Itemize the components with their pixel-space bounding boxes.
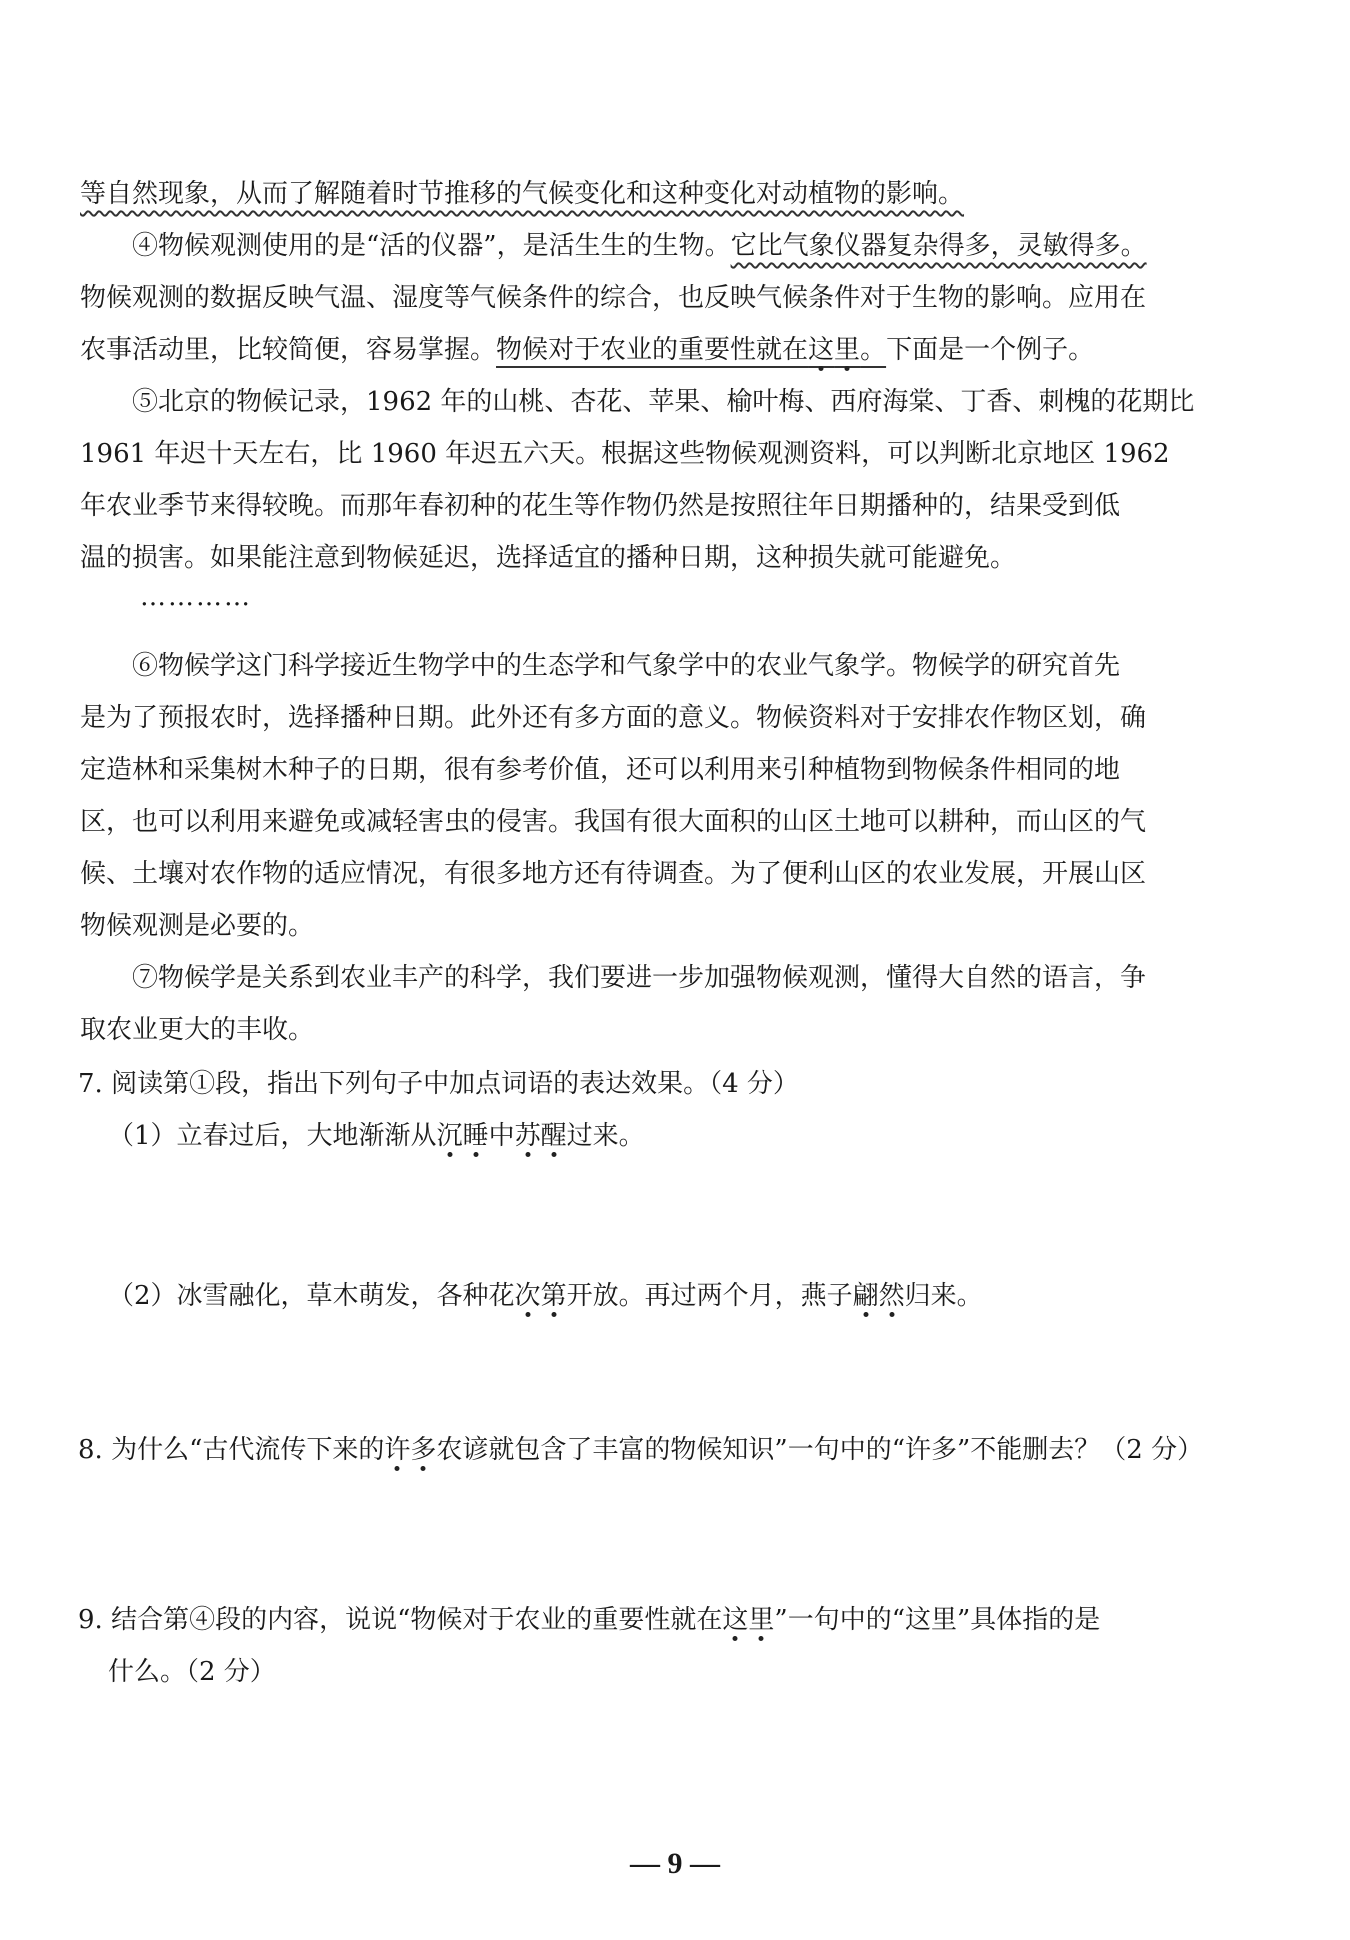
question-7-sentence-2: （2）冰雪融化，草木萌发，各种花次第开放。再过两个月，燕子翩然归来。 [108, 1281, 983, 1311]
paragraph-5-line-2: 1961 年迟十天左右，比 1960 年迟五六天。根据这些物候观测资料，可以判断北京地区 1962 [80, 439, 1170, 469]
paragraph-5-line-4: 温的损害。如果能注意到物候延迟，选择适宜的播种日期，这种损失就可能避免。 [80, 543, 1017, 573]
emphasis-dot-char: 苏 [514, 1121, 541, 1151]
paragraph-4-line-1 [80, 220, 1270, 272]
emphasis-dot-char: 第 [540, 1281, 567, 1311]
paragraph-6-line-3: 定造林和采集树木种子的日期，很有参考价值，还可以利用来引种植物到物候条件相同的地 [80, 755, 1121, 785]
emphasis-dot-char: 次 [514, 1281, 541, 1311]
p4-text-a: ④物候观测使用的是“活的仪器”，是活生生的生物。 [132, 231, 731, 261]
paragraph-7-line-1: ⑦物候学是关系到农业丰产的科学，我们要进一步加强物候观测，懂得大自然的语言，争 [132, 963, 1147, 993]
wavy-underlined-text: 等自然现象，从而了解随着时节推移的气候变化和这种变化对动植物的影响。 [80, 179, 965, 209]
emphasis-dot-char: 多 [410, 1435, 437, 1465]
paragraph-6-line-6: 物候观测是必要的。 [80, 911, 315, 941]
emphasis-dot-char: 沉 [436, 1121, 463, 1151]
emphasis-dot-char: 这 [808, 335, 835, 365]
question-9-line-2: 什么。（2 分） [108, 1657, 276, 1687]
p4-text-c: 物候观测的数据反映气温、湿度等气候条件的综合，也反映气候条件对于生物的影响。应用在 [80, 283, 1147, 313]
emphasis-dot-char: 醒 [540, 1121, 567, 1151]
paragraph-6-line-2: 是为了预报农时，选择播种日期。此外还有多方面的意义。物候资料对于安排农作物区划，确 [80, 703, 1147, 733]
question-8: 8. 为什么“古代流传下来的许多农谚就包含了丰富的物候知识”一句中的“许多”不能删去？（2 分） [78, 1435, 1204, 1465]
paragraph-4-line-3 [80, 324, 1270, 376]
emphasis-dot-char: 里 [748, 1605, 775, 1635]
paragraph-5-line-3: 年农业季节来得较晚。而那年春初种的花生等作物仍然是按照往年日期播种的，结果受到低 [80, 491, 1121, 521]
ellipsis: ………… [140, 582, 252, 612]
emphasis-dot-char: 然 [878, 1281, 905, 1311]
emphasis-dot-char: 翩 [852, 1281, 879, 1311]
question-7-stem: 7. 阅读第①段，指出下列句子中加点词语的表达效果。（4 分） [78, 1069, 799, 1099]
paragraph-6-line-5: 候、土壤对农作物的适应情况，有很多地方还有待调查。为了便利山区的农业发展，开展山区 [80, 859, 1147, 889]
paragraph-4-line-2 [80, 272, 1270, 324]
wavy-underlined-text: 它比气象仪器复杂得多，灵敏得多。 [730, 231, 1147, 261]
page-number: — 9 — [630, 1847, 720, 1880]
emphasis-dot-char: 里 [834, 335, 861, 365]
passage-line-top [80, 168, 1270, 220]
question-7-sentence-1: （1）立春过后，大地渐渐从沉睡中苏醒过来。 [108, 1121, 645, 1151]
paragraph-7-line-2: 取农业更大的丰收。 [80, 1015, 315, 1045]
paragraph-6-line-4: 区，也可以利用来避免或减轻害虫的侵害。我国有很大面积的山区土地可以耕种，而山区的气 [80, 807, 1147, 837]
p4-text-f: 下面是一个例子。 [886, 335, 1095, 365]
emphasis-dot-char: 许 [384, 1435, 411, 1465]
paragraph-5-line-1: ⑤北京的物候记录，1962 年的山桃、杏花、苹果、榆叶梅、西府海棠、丁香、刺槐的花期比 [132, 387, 1195, 417]
p4-text-d: 农事活动里，比较简便，容易掌握。 [80, 335, 497, 365]
paragraph-6-line-1: ⑥物候学这门科学接近生物学中的生态学和气象学中的农业气象学。物候学的研究首先 [132, 651, 1121, 681]
emphasis-dot-char: 这 [722, 1605, 749, 1635]
emphasis-dot-char: 睡 [462, 1121, 489, 1151]
solid-underlined-text: 物候对于农业的重要性就在这里。 [496, 335, 887, 365]
question-9-line-1: 9. 结合第④段的内容，说说“物候对于农业的重要性就在这里”一句中的“这里”具体指的是 [78, 1605, 1101, 1635]
